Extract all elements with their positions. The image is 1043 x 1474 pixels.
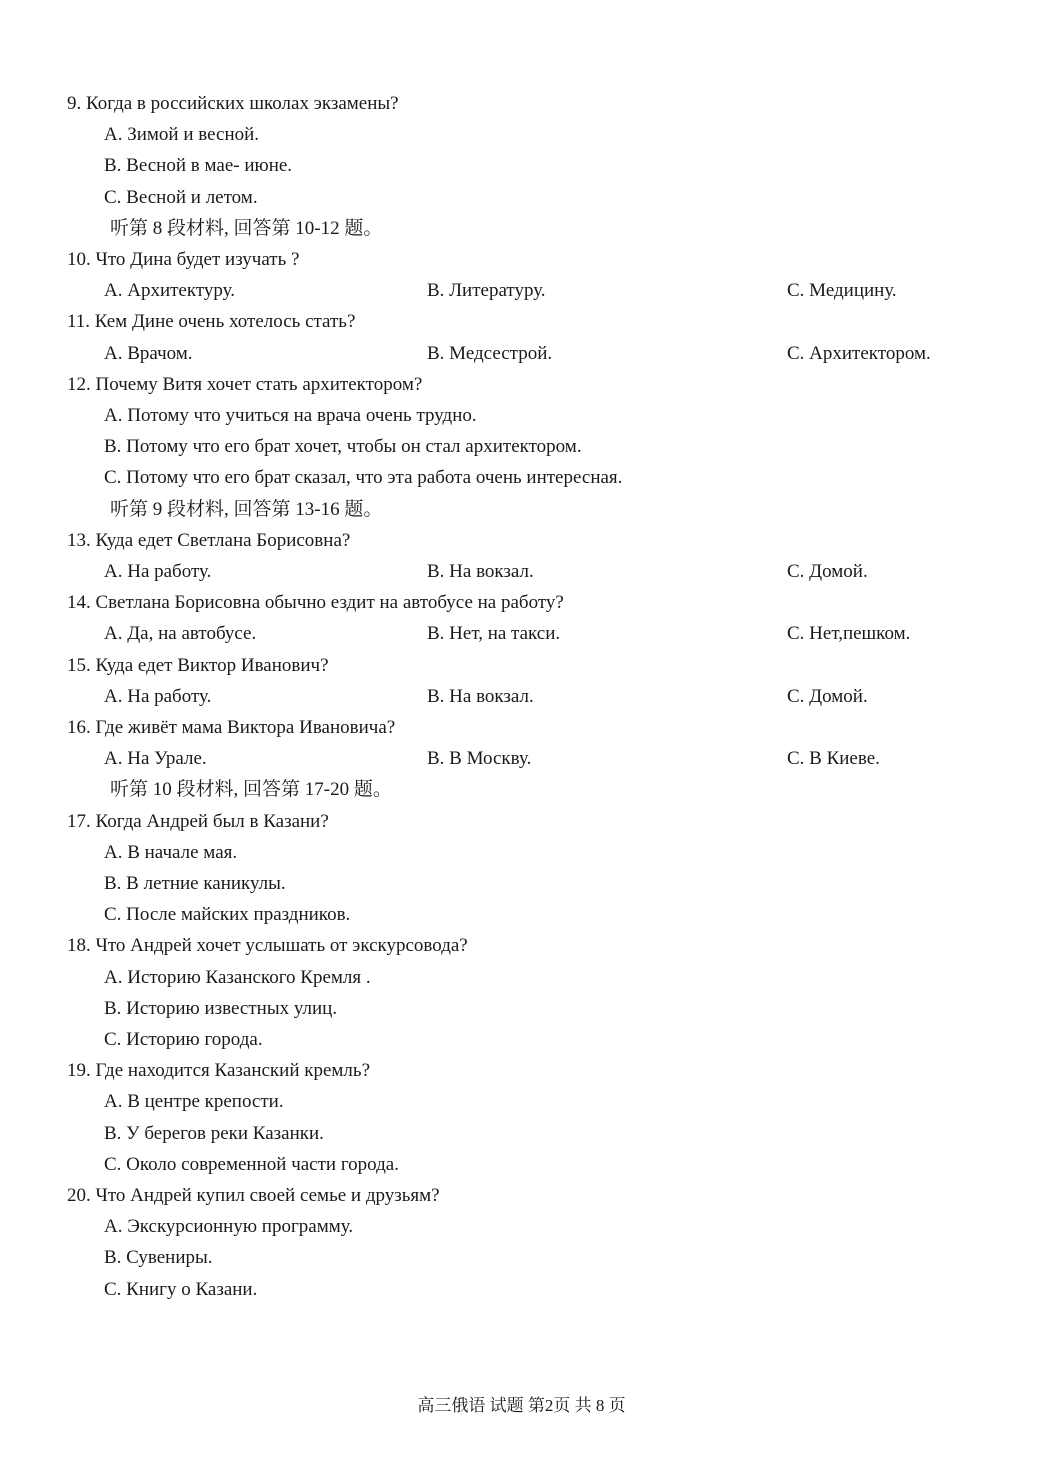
option-text: А. Потому что учиться на врача очень трудно. (104, 405, 477, 426)
section-instruction: 听第 10 段材料, 回答第 17-20 题。 (110, 779, 392, 801)
question-line (0, 369, 1043, 400)
question-line (0, 306, 1043, 337)
question-line (0, 525, 1043, 556)
option-c: С. В Киеве. (787, 748, 880, 770)
question-line (0, 587, 1043, 618)
option-line (0, 1118, 1043, 1149)
option-line (0, 837, 1043, 868)
question-text: 13. Куда едет Светлана Борисовна? (67, 529, 351, 551)
option-text: А. Экскурсионную программу. (104, 1216, 354, 1238)
option-text: С. Потому что его брат сказал, что эта работа очень интересная. (104, 467, 623, 489)
question-line (0, 806, 1043, 837)
option-text: В. Потому что его брат хочет, чтобы он стал архитектором. (104, 436, 582, 458)
question-line (0, 244, 1043, 275)
option-c: С. Нет,пешком. (787, 623, 911, 645)
instruction-line (0, 774, 1043, 805)
options-row (0, 556, 1043, 587)
option-text: В. Сувениры. (104, 1247, 213, 1269)
option-text: А. Зимой и весной. (104, 124, 260, 146)
option-text: В. В летние каникулы. (104, 873, 286, 894)
question-line (0, 1055, 1043, 1086)
question-text: 17. Когда Андрей был в Казани? (67, 810, 329, 832)
question-line (0, 712, 1043, 743)
option-c: С. Домой. (787, 561, 868, 582)
option-text: А. В центре крепости. (104, 1091, 284, 1113)
question-text: 20. Что Андрей купил своей семье и друзьям? (67, 1185, 440, 1206)
option-line (0, 899, 1043, 930)
option-c: С. Медицину. (787, 280, 897, 302)
option-text: С. Весной и летом. (104, 186, 258, 208)
option-text: А. Историю Казанского Кремля . (104, 966, 371, 988)
option-line (0, 1242, 1043, 1273)
option-line (0, 993, 1043, 1024)
option-line (0, 182, 1043, 213)
option-b: В. Литературу. (427, 280, 546, 302)
option-c: С. Архитектором. (787, 342, 931, 364)
option-line (0, 1149, 1043, 1180)
options-row (0, 681, 1043, 712)
option-c: С. Домой. (787, 685, 868, 707)
option-line (0, 868, 1043, 899)
option-line (0, 1024, 1043, 1055)
option-a: А. Да, на автобусе. (104, 623, 257, 645)
option-line (0, 462, 1043, 493)
option-line (0, 1086, 1043, 1117)
option-line (0, 431, 1043, 462)
option-line (0, 119, 1043, 150)
option-text: С. После майских праздников. (104, 904, 351, 926)
option-line (0, 1211, 1043, 1242)
question-line (0, 88, 1043, 119)
option-text: С. Около современной части города. (104, 1153, 399, 1175)
section-instruction: 听第 9 段材料, 回答第 13-16 题。 (110, 498, 383, 520)
option-text: В. Историю известных улиц. (104, 997, 338, 1019)
option-line (0, 400, 1043, 431)
question-text: 10. Что Дина будет изучать ? (67, 249, 300, 270)
option-line (0, 962, 1043, 993)
option-a: А. Врачом. (104, 342, 193, 364)
question-text: 12. Почему Витя хочет стать архитектором? (67, 373, 423, 395)
question-text: 11. Кем Дине очень хотелось стать? (67, 311, 356, 333)
option-text: В. У берегов реки Казанки. (104, 1122, 324, 1144)
options-row (0, 618, 1043, 649)
question-text: 19. Где находится Казанский кремль? (67, 1060, 371, 1082)
question-text: 18. Что Андрей хочет услышать от экскурсовода? (67, 935, 468, 957)
option-a: А. На работу. (104, 685, 212, 707)
option-text: С. Книгу о Казани. (104, 1278, 258, 1300)
options-row (0, 743, 1043, 774)
section-instruction: 听第 8 段材料, 回答第 10-12 题。 (110, 217, 383, 239)
option-b: В. Медсестрой. (427, 342, 553, 364)
question-line (0, 1180, 1043, 1211)
option-a: А. На Урале. (104, 748, 207, 770)
question-line (0, 930, 1043, 961)
question-text: 9. Когда в российских школах экзамены? (67, 93, 399, 114)
option-text: А. В начале мая. (104, 841, 238, 863)
option-text: С. Историю города. (104, 1029, 263, 1050)
option-line (0, 150, 1043, 181)
option-a: А. Архитектуру. (104, 280, 235, 302)
page-footer: 高三俄语 试题 第2页 共 8 页 (417, 1396, 626, 1415)
question-text: 16. Где живёт мама Виктора Ивановича? (67, 717, 396, 738)
option-b: В. Нет, на такси. (427, 623, 561, 645)
question-line (0, 650, 1043, 681)
option-line (0, 1274, 1043, 1305)
question-text: 14. Светлана Борисовна обычно ездит на автобусе на работу? (67, 592, 564, 614)
options-row (0, 338, 1043, 369)
question-text: 15. Куда едет Виктор Иванович? (67, 654, 329, 676)
options-row (0, 275, 1043, 306)
option-b: В. В Москву. (427, 748, 532, 770)
instruction-line (0, 213, 1043, 244)
option-a: А. На работу. (104, 561, 212, 582)
option-b: В. На вокзал. (427, 561, 534, 582)
option-text: В. Весной в мае- июне. (104, 155, 293, 177)
option-b: В. На вокзал. (427, 685, 534, 707)
instruction-line (0, 494, 1043, 525)
